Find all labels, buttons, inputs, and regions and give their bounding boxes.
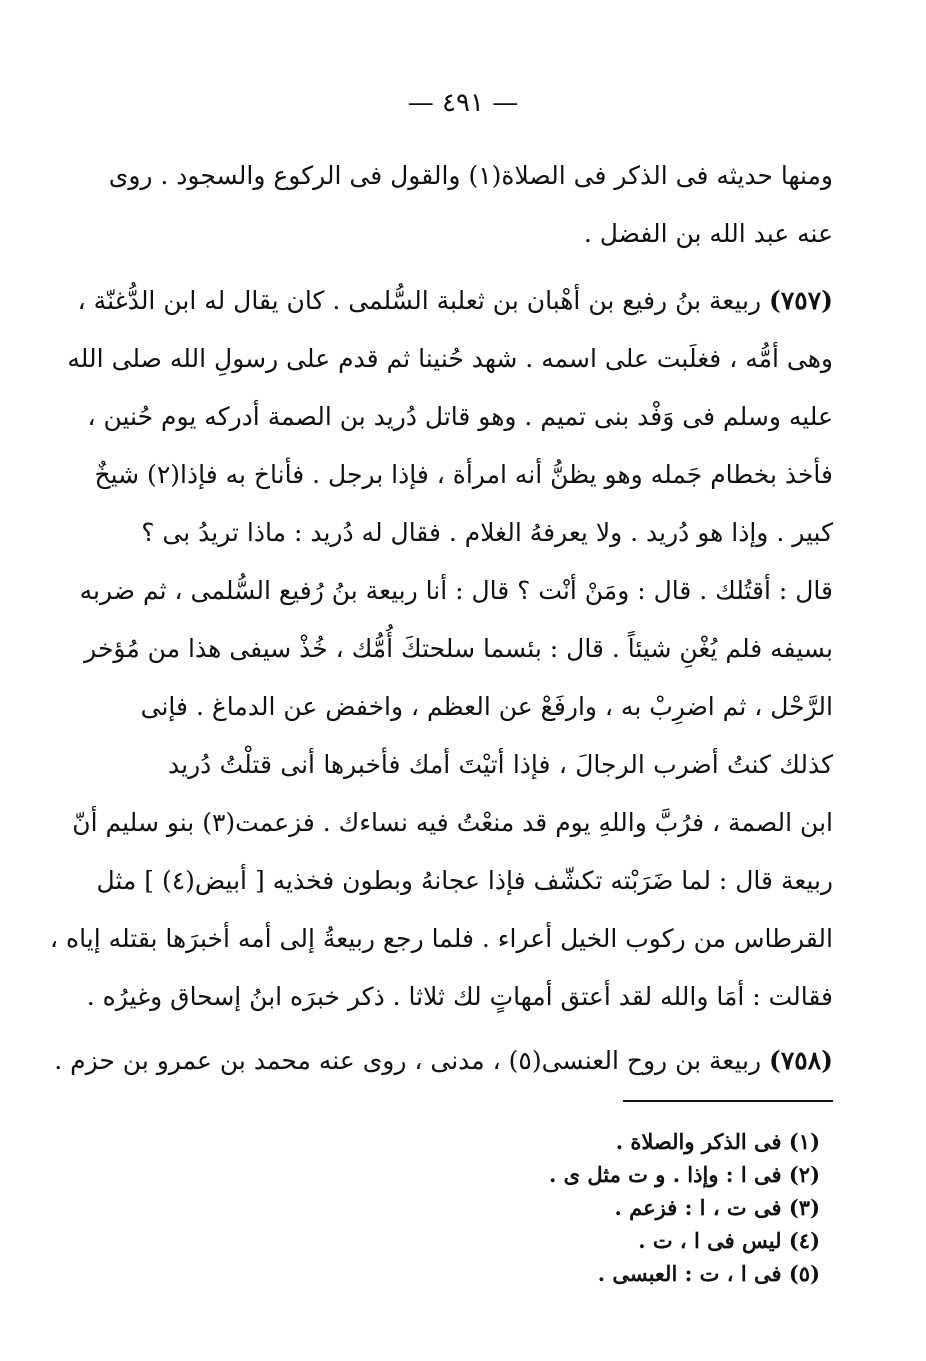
footnote: (٤) ليس فى ا ، ت . (638, 1228, 820, 1253)
text-line: وهى أمُّه ، فغلَبت على اسمه . شهد حُنينا ثم قدم على رسولِ الله صلى الله (67, 344, 833, 373)
footnote: (٣) فى ت ، ا : فزعم . (614, 1195, 820, 1220)
text-line (77, 272, 833, 330)
text-line: فأخذ بخطام جَمله وهو يظنُّ أنه امرأة ، فإذا برجل . فأناخ به فإذا(٢) شيخٌ (94, 460, 833, 489)
text-line: ابن الصمة ، فرُبَّ واللهِ يوم قد منعْتُ فيه نساءك . فزعمت(٣) بنو سليم أنّ (72, 808, 833, 837)
text-line (54, 1032, 833, 1090)
text-line: ومنها حديثه فى الذكر فى الصلاة(١) والقول فى الركوع والسجود . روى (108, 161, 833, 190)
text-line: كذلك كنتُ أضرب الرجالَ ، فإذا أتيْتَ أمك فأخبرها أنى قتلْتُ دُريد (168, 750, 833, 779)
entry-757 (50, 272, 833, 1026)
text-line: الرَّحْل ، ثم اضرِبْ به ، وارفَعْ عن العظم ، واخفض عن الدماغ . فإنى (140, 692, 833, 721)
intro-paragraph (108, 147, 833, 263)
text-line: ربيعة قال : لما ضَرَبْته تكشّف فإذا عجانهُ وبطون فخذيه [ أبيض(٤) ] مثل (96, 866, 833, 895)
entry-number: (٧٥٨) (769, 1046, 833, 1075)
text-line: قال : أقتُلك . قال : ومَنْ أنْت ؟ قال : أنا ربيعة بنُ رُفيع السُّلمى ، ثم ضربه (79, 576, 833, 605)
entry-text: ربيعة بن روح العنسى(٥) ، مدنى ، روى عنه محمد بن عمرو بن حزم . (54, 1046, 762, 1075)
text-line: عليه وسلم فى وَفْد بنى تميم . وهو قاتل دُريد بن الصمة أدركه يوم حُنين ، (87, 402, 833, 431)
entry-758 (54, 1032, 833, 1090)
text-line: فقالت : أمَا والله لقد أعتق أمهاتٍ لك ثلاثا . ذكر خبرَه ابنُ إسحاق وغيرُه . (86, 982, 833, 1011)
entry-number: (٧٥٧) (769, 286, 833, 315)
footnote: (٢) فى ا : وإذا . و ت مثل ى . (548, 1162, 820, 1187)
footnotes (480, 1125, 820, 1290)
text-line: القرطاس من ركوب الخيل أعراء . فلما رجع ربيعةُ إلى أمه أخبرَها بقتله إياه ، (50, 924, 833, 953)
footnote: (٥) فى ا ، ت : العبسى . (597, 1261, 820, 1286)
entry-text: ربيعة بنُ رفيع بن أهْبان بن ثعلبة السُّلمى . كان يقال له ابن الدُّغنّة ، (77, 286, 762, 315)
footnote: (١) فى الذكر والصلاة . (615, 1129, 820, 1154)
footnote-divider (623, 1100, 833, 1102)
page-number: — ٤٩١ — (407, 88, 519, 118)
text-line: بسيفه فلم يُغْنِ شيئاً . قال : بئسما سلحتكَ أُمُّك ، خُذْ سيفى هذا من مُؤخر (84, 634, 833, 663)
text-line: كبير . وإذا هو دُريد . ولا يعرفهُ الغلام . فقال له دُريد : ماذا تريدُ بى ؟ (141, 518, 833, 547)
text-line: عنه عبد الله بن الفضل . (583, 219, 833, 248)
